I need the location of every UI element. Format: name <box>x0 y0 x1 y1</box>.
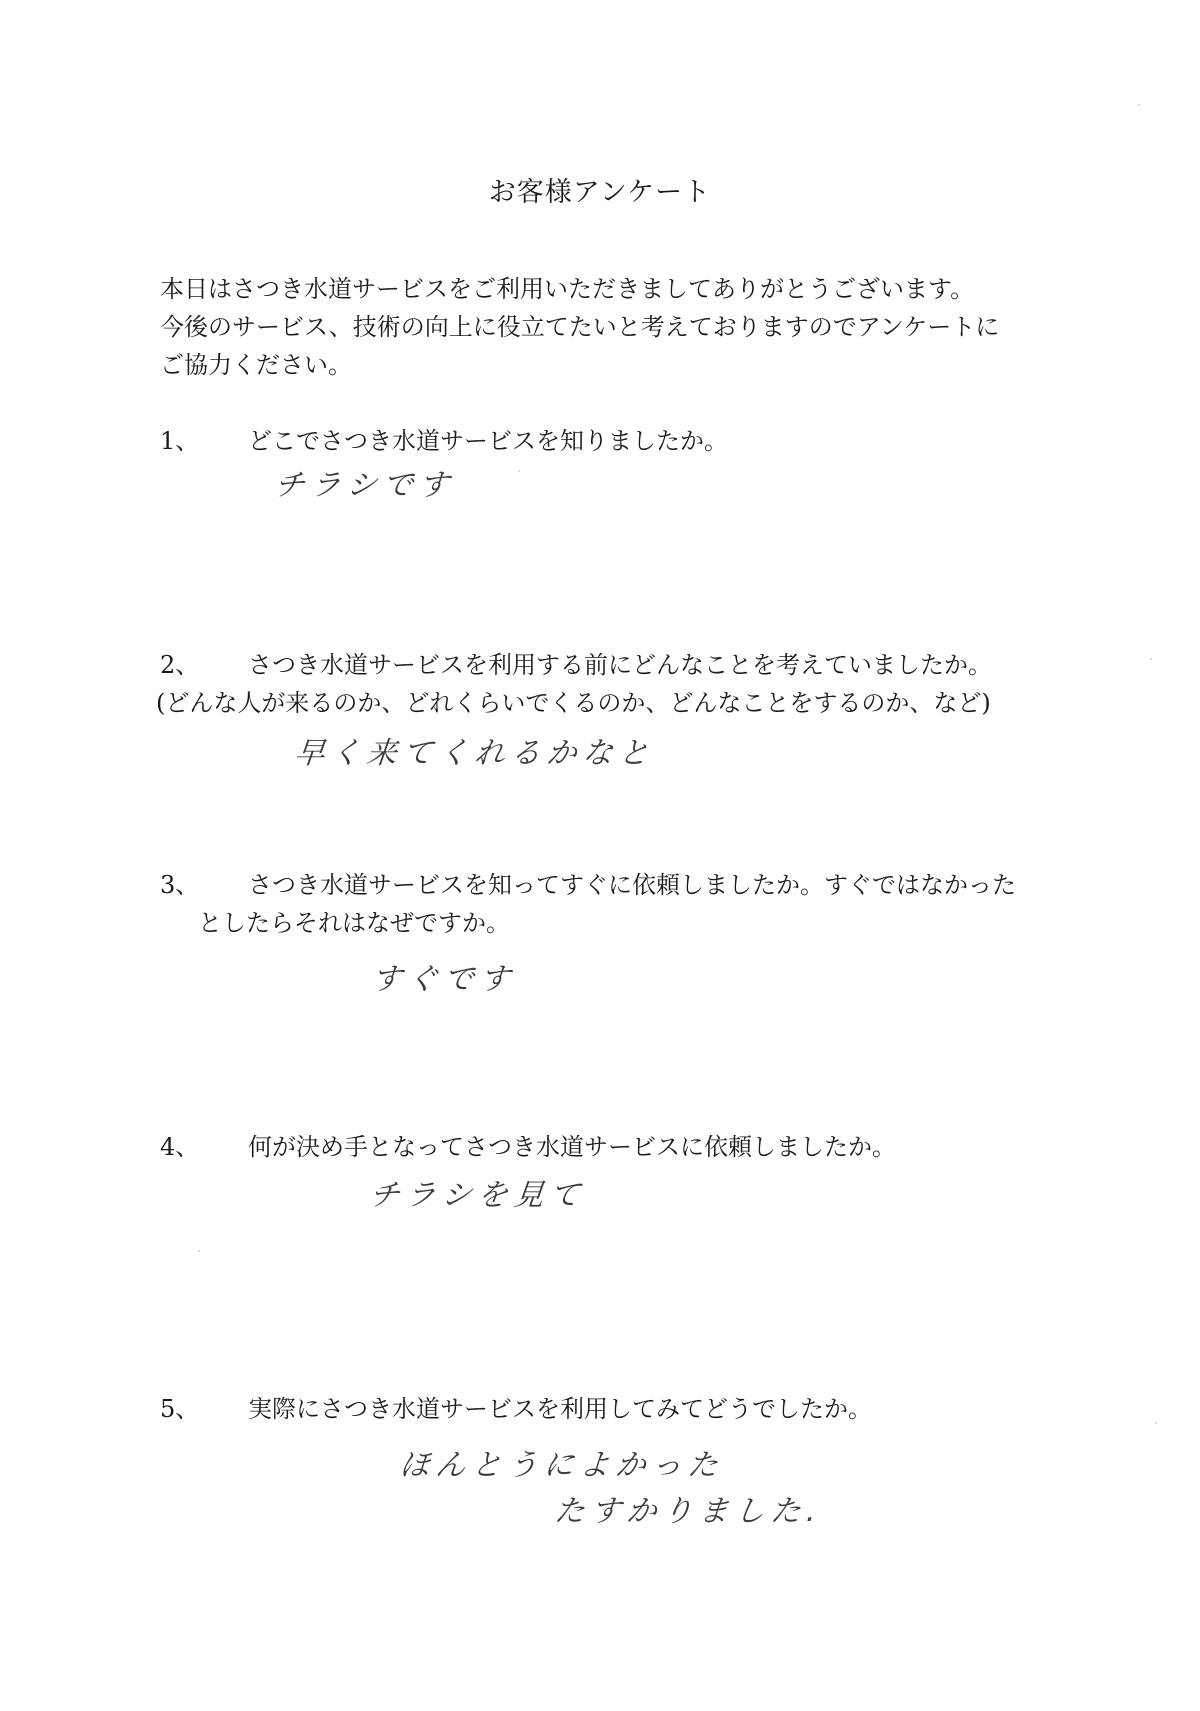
scan-speck <box>198 1250 200 1252</box>
question-number: 5、 <box>160 1395 200 1423</box>
question-text: 実際にさつき水道サービスを利用してみてどうでしたか。 <box>248 1395 872 1423</box>
question-text: さつき水道サービスを知ってすぐに依頼しましたか。すぐではなかった <box>248 871 1016 899</box>
question-subtext: としたらそれはなぜですか。 <box>198 909 510 937</box>
scan-speck <box>1155 1422 1157 1424</box>
question-text: 何が決め手となってさつき水道サービスに依頼しましたか。 <box>248 1133 896 1161</box>
intro-line-2: 今後のサービス、技術の向上に役立てたいと考えておりますのでアンケートに <box>160 313 1000 341</box>
scan-speck <box>1150 658 1152 660</box>
question-subtext: (どんな人が来るのか、どれくらいでくるのか、どんなことをするのか、など) <box>156 689 991 717</box>
answer-5-line-1: ほんとうによかった <box>397 1448 726 1483</box>
scan-speck <box>518 470 520 472</box>
question-number: 2、 <box>160 651 200 679</box>
question-text: どこでさつき水道サービスを知りましたか。 <box>248 427 728 455</box>
question-number: 3、 <box>160 871 200 899</box>
intro-line-1: 本日はさつき水道サービスをご利用いただきましてありがとうございます。 <box>160 275 975 303</box>
page-title: お客様アンケート <box>488 177 712 208</box>
answer-1: チラシです <box>272 468 457 503</box>
intro-line-3: ご協力ください。 <box>160 351 352 379</box>
answer-3: すぐです <box>369 962 518 997</box>
answer-2: 早く来てくれるかなと <box>292 736 657 771</box>
scan-speck <box>1138 104 1140 106</box>
question-text: さつき水道サービスを利用する前にどんなことを考えていましたか。 <box>248 651 992 679</box>
answer-4: チラシを見て <box>367 1178 588 1213</box>
answer-5-line-2: たすかりました. <box>552 1494 825 1529</box>
question-number: 1、 <box>160 427 200 455</box>
intro-paragraph <box>160 270 1060 384</box>
question-number: 4、 <box>160 1133 200 1161</box>
